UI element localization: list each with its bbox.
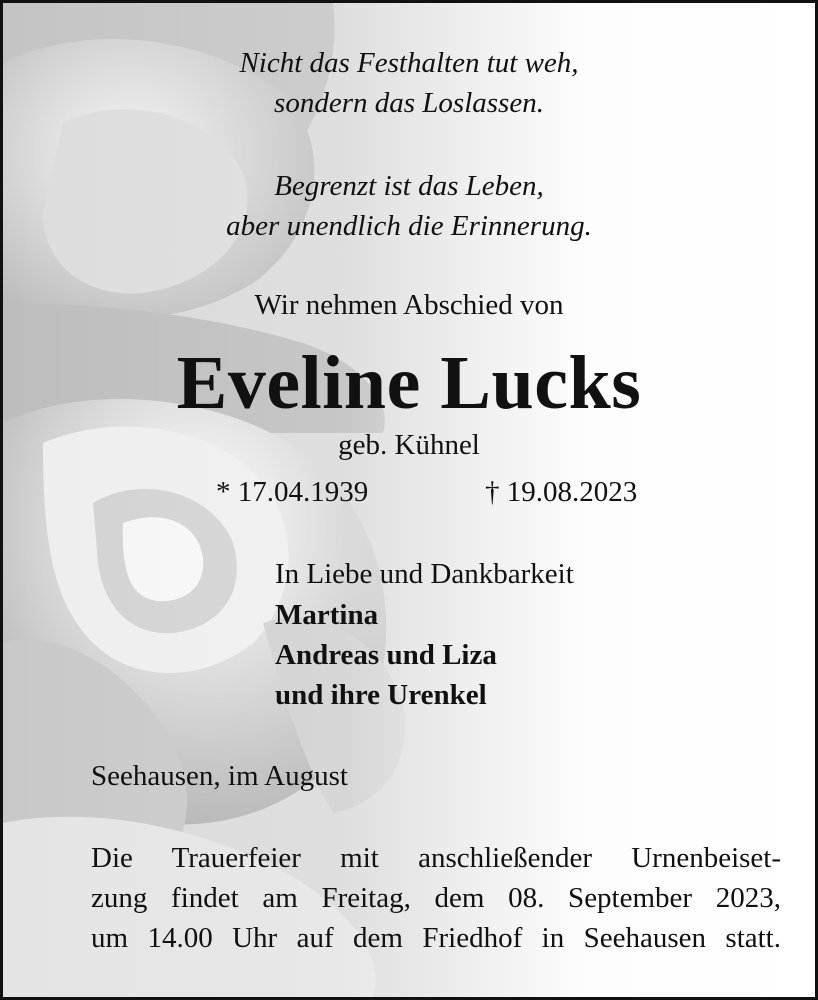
ceremony-line-1: Die Trauerfeier mit anschließender Urnenbeiset- <box>91 842 781 874</box>
maiden-name: geb. Kühnel <box>338 429 480 461</box>
death-date: † 19.08.2023 <box>485 476 638 508</box>
notice-content <box>3 3 815 997</box>
poem-line-1: Nicht das Festhalten tut weh, <box>239 47 579 79</box>
poem-line-2: sondern das Loslassen. <box>274 87 544 119</box>
mourner-name: und ihre Urenkel <box>275 679 487 711</box>
ceremony-line-3: um 14.00 Uhr auf dem Friedhof in Seehausen statt. <box>91 922 781 954</box>
mourner-name: Martina <box>275 599 379 631</box>
deceased-name: Eveline Lucks <box>176 341 642 425</box>
mourners-intro: In Liebe und Dankbarkeit <box>275 558 574 590</box>
ceremony-text <box>91 838 781 958</box>
poem-line-3: Begrenzt ist das Leben, <box>274 170 544 202</box>
poem-line-4: aber unendlich die Erinnerung. <box>226 210 592 242</box>
mourner-name: Andreas und Liza <box>275 639 497 671</box>
place-date: Seehausen, im August <box>91 760 348 792</box>
farewell-intro: Wir nehmen Abschied von <box>254 289 564 321</box>
birth-date: * 17.04.1939 <box>216 476 369 508</box>
ceremony-line-2: zung findet am Freitag, dem 08. September 2023, <box>91 882 781 914</box>
